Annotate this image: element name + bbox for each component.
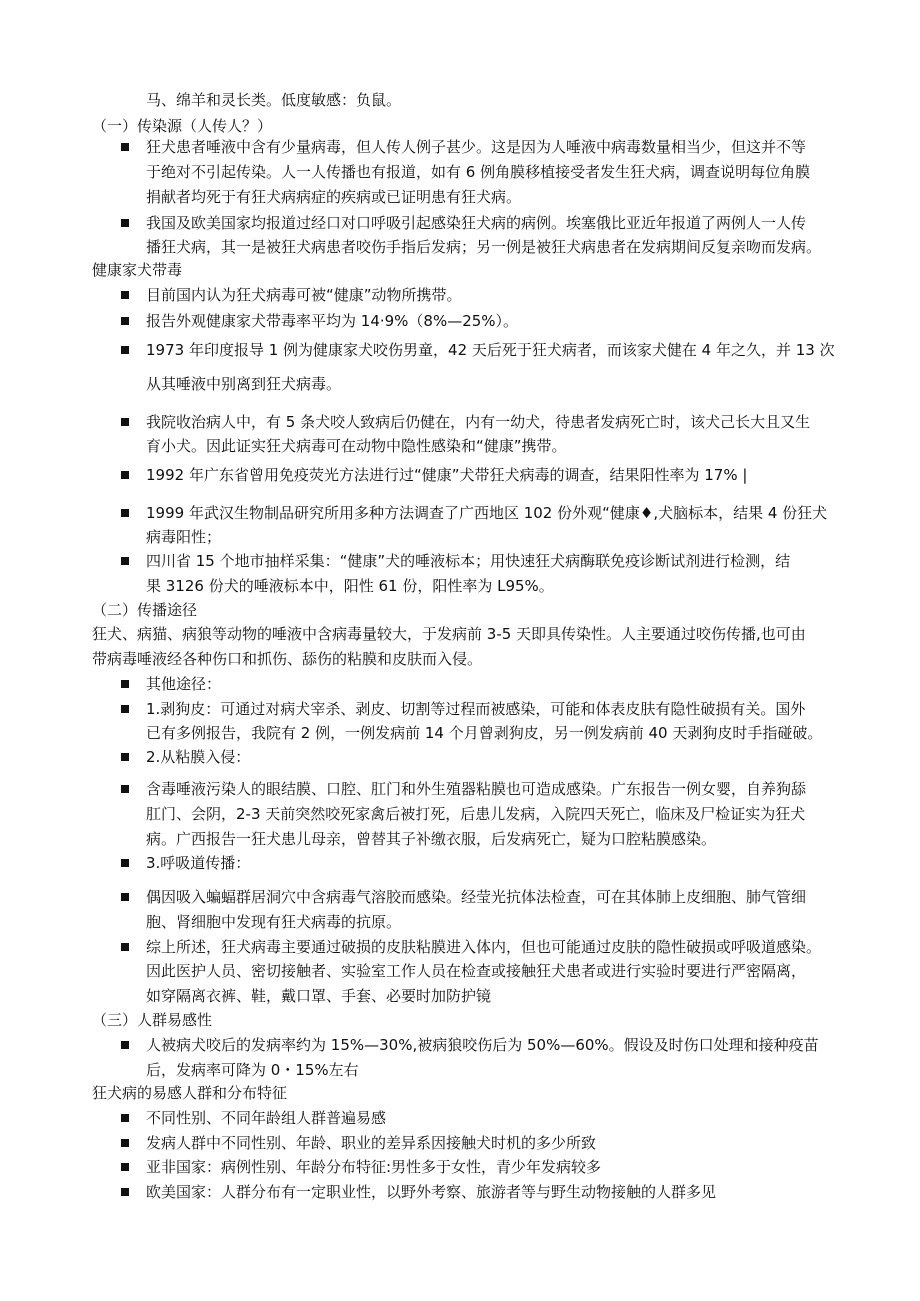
- text-line: 捐献者均死于有狂犬病病症的疾病或已证明患有狂犬病。: [146, 188, 522, 206]
- text-line: 含毒唾液污染人的眼结膜、口腔、肛门和外生殖器粘膜也可造成感染。广东报告一例女婴，自养狗舔: [146, 780, 807, 798]
- bullet-marker: [121, 893, 129, 901]
- text-line: 1999 年武汉生物制品研究所用多种方法调查了广西地区 102 份外观“健康♦,犬脑标本，结果 4 份狂犬: [146, 504, 828, 522]
- text-line: 肛门、会阴，2-3 天前突然咬死家禽后被打死，后患儿发病，入院四天死亡，临床及尸检证实为狂犬: [146, 805, 806, 823]
- text-line: 狂犬患者唾液中含有少量病毒，但人传人例子甚少。这是因为人唾液中病毒数量相当少，但这并不等: [146, 138, 807, 156]
- section-heading: 健康家犬带毒: [92, 261, 183, 279]
- bullet-marker: [121, 785, 129, 793]
- bullet-marker: [121, 1041, 129, 1049]
- text-line: 病毒阳性；: [146, 528, 222, 546]
- text-line: 后，发病率可降为 0・15%左右: [146, 1061, 359, 1079]
- text-line: 综上所述，狂犬病毒主要通过破损的皮肤粘膜进入体内，但也可能通过皮肤的隐性破损或呼吸道感染。: [146, 938, 822, 956]
- text-line: 已有多例报告，我院有 2 例，一例发病前 14 个月曾剥狗皮，另一例发病前 40 天剥狗皮时手指碰破。: [146, 724, 823, 742]
- bullet-marker: [121, 859, 129, 867]
- text-line: 欧美国家：人群分布有一定职业性，以野外考察、旅游者等与野生动物接触的人群多见: [146, 1183, 717, 1201]
- bullet-marker: [121, 143, 129, 151]
- section-heading: 狂犬病的易感人群和分布特征: [92, 1084, 288, 1102]
- text-line: 发病人群中不同性别、年龄、职业的差异系因接触犬时机的多少所致: [146, 1134, 597, 1152]
- text-line: 偶因吸入蝙蝠群居洞穴中含病毒气溶胶而感染。经莹光抗体法检查，可在其体肺上皮细胞、肺气管细: [146, 888, 807, 906]
- text-line: 目前国内认为狂犬病毒可被“健康”动物所携带。: [146, 286, 462, 304]
- text-line: 因此医护人员、密切接触者、实验室工作人员在检查或接触狂犬患者或进行实验时要进行严密隔离，: [146, 962, 807, 980]
- section-heading: （三）人群易感性: [92, 1011, 213, 1029]
- bullet-marker: [121, 753, 129, 761]
- text-line: 从其唾液中别离到狂犬病毒。: [146, 375, 342, 393]
- text-line: 报告外观健康家犬带毒率平均为 14·9%（8%—25%）。: [146, 312, 519, 330]
- text-line: 于绝对不引起传染。人一人传播也有报道，如有 6 例角膜移植接受者发生狂犬病，调查说明每位角膜: [146, 163, 811, 181]
- text-line: 亚非国家：病例性别、年龄分布特征:男性多于女性，青少年发病较多: [146, 1158, 602, 1176]
- text-line: 1992 年广东省曾用免疫荧光方法进行过“健康”犬带狂犬病毒的调查，结果阳性率为 17% |: [146, 466, 748, 484]
- bullet-marker: [121, 1163, 129, 1171]
- bullet-marker: [121, 1114, 129, 1122]
- bullet-marker: [121, 680, 129, 688]
- bullet-marker: [121, 346, 129, 354]
- text-line: 如穿隔离衣裤、鞋，戴口罩、手套、必要时加防护镜: [146, 987, 492, 1005]
- bullet-marker: [121, 219, 129, 227]
- text-line: 果 3126 份犬的唾液标本中，阳性 61 份，阳性率为 L95%。: [146, 577, 554, 595]
- bullet-marker: [121, 418, 129, 426]
- text-line: 其他途径：: [146, 675, 222, 693]
- text-line: 播狂犬病，其一是被狂犬病患者咬伤手指后发病；另一例是被狂犬病患者在发病期间反复亲吻而发病。: [146, 238, 822, 256]
- bullet-marker: [121, 943, 129, 951]
- bullet-marker: [121, 317, 129, 325]
- text-line: 病。广西报告一狂犬患儿母亲，曾替其子补缴衣服，后发病死亡，疑为口腔粘膜感染。: [146, 830, 717, 848]
- section-heading: （二）传播途径: [92, 601, 198, 619]
- text-line: 胞、肾细胞中发现有狂犬病毒的抗原。: [146, 913, 402, 931]
- bullet-marker: [121, 557, 129, 565]
- bullet-marker: [121, 509, 129, 517]
- bullet-marker: [121, 471, 129, 479]
- text-line: 马、绵羊和灵长类。低度敏感：负鼠。: [146, 91, 402, 109]
- text-line: 狂犬、病猫、病狼等动物的唾液中含病毒量较大，于发病前 3-5 天即具传染性。人主要通过咬伤传播,也可由: [92, 625, 806, 643]
- text-line: 我国及欧美国家均报道过经口对口呼吸引起感染狂犬病的病例。埃塞俄比亚近年报道了两例人一人传: [146, 214, 807, 232]
- bullet-marker: [121, 1139, 129, 1147]
- text-line: 3.呼吸道传播：: [146, 854, 251, 872]
- text-line: 1.剥狗皮：可通过对病犬宰杀、剥皮、切割等过程而被感染，可能和体表皮肤有隐性破损有关。国外: [146, 700, 806, 718]
- text-line: 1973 年印度报导 1 例为健康家犬咬伤男童，42 天后死于狂犬病者，而该家犬健在 4 年之久，并 13 次: [146, 341, 835, 359]
- text-line: 不同性别、不同年龄组人群普遍易感: [146, 1109, 387, 1127]
- bullet-marker: [121, 1188, 129, 1196]
- section-heading: （一）传染源（人传人？）: [92, 117, 273, 135]
- text-line: 人被病犬咬后的发病率约为 15%—30%,被病狼咬伤后为 50%—60%。假设及时伤口处理和接种疫苗: [146, 1036, 819, 1054]
- bullet-marker: [121, 291, 129, 299]
- text-line: 育小犬。因此证实狂犬病毒可在动物中隐性感染和“健康”携带。: [146, 437, 567, 455]
- text-line: 我院收治病人中，有 5 条犬咬人致病后仍健在，内有一幼犬，待患者发病死亡时，该犬己长大且又生: [146, 413, 811, 431]
- text-line: 带病毒唾液经各种伤口和抓伤、舔伤的粘膜和皮肤而入侵。: [92, 650, 483, 668]
- text-line: 四川省 15 个地市抽样采集：“健康”犬的唾液标本；用快速狂犬病酶联免疫诊断试剂进行检测，结: [146, 552, 791, 570]
- text-line: 2.从粘膜入侵：: [146, 748, 251, 766]
- bullet-marker: [121, 705, 129, 713]
